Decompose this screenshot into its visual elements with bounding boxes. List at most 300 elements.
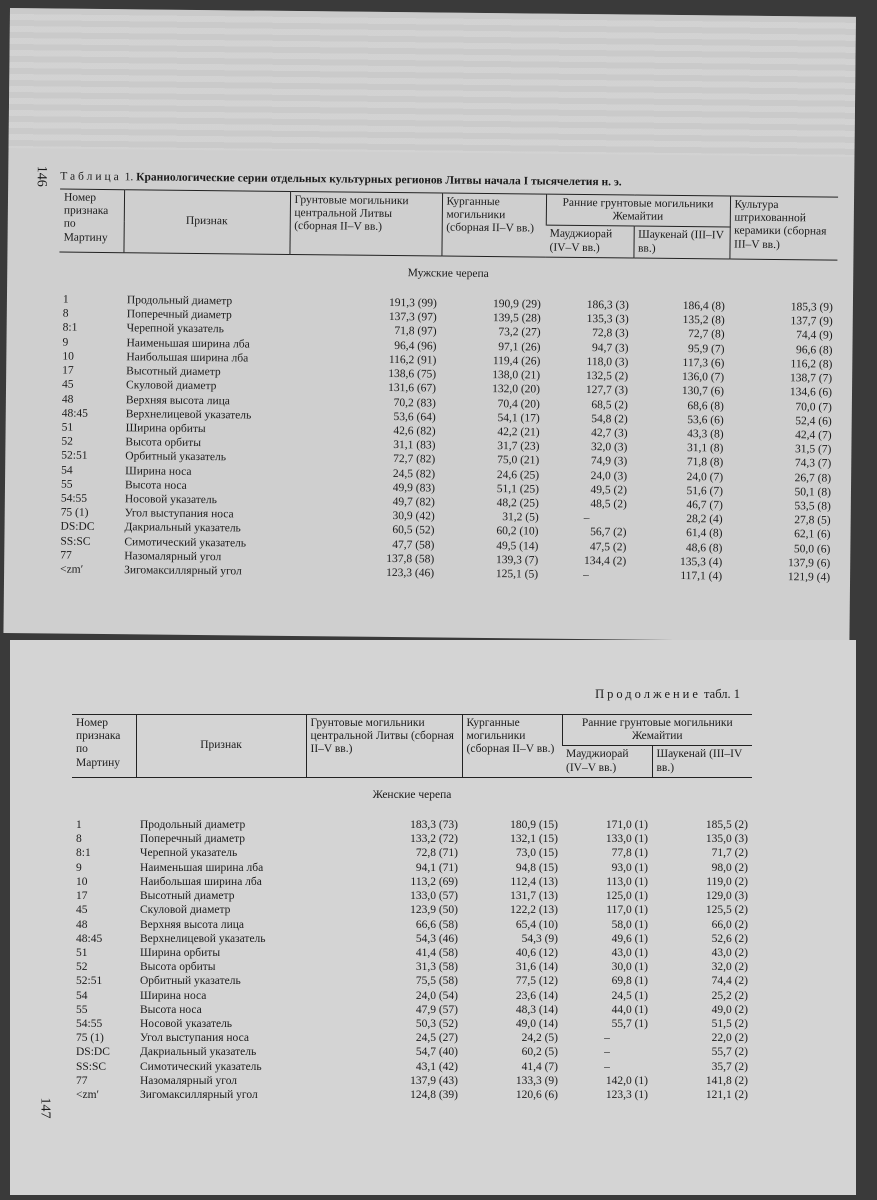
table-row: [72, 889, 752, 903]
cell-value: 70,2 (83): [393, 396, 436, 409]
header-saukenai: Шаукенай (III–IV вв.): [633, 226, 729, 258]
cell-value: 54,1 (17): [497, 411, 540, 425]
cell-value: 125,1 (5): [495, 568, 539, 581]
cell-number: SS:SC: [76, 1060, 107, 1073]
cell-value: 137,9 (6): [787, 556, 831, 570]
cell-value: 138,0 (21): [492, 369, 541, 382]
cell-value: 24,0 (7): [686, 470, 724, 484]
cell-value: 66,6 (58): [415, 918, 458, 931]
cell-value: 133,3 (9): [515, 1074, 558, 1087]
cell-value: 56,7 (2): [590, 526, 627, 539]
cell-value: 43,0 (2): [711, 946, 748, 959]
table-female-crania: [72, 714, 752, 1102]
header-central: Грунтовые могильники центральной Литвы (сборная II–V вв.): [306, 715, 462, 778]
cell-value: 31,3 (58): [415, 961, 458, 974]
cell-number: DS:DC: [60, 520, 95, 534]
cell-value: 123,9 (50): [410, 904, 458, 917]
cell-value: 97,1 (26): [498, 340, 541, 354]
cell-feature: Верхнелицевой указатель: [140, 932, 266, 945]
cell-feature: Зигомаксиллярный угол: [140, 1088, 258, 1101]
cell-value: 74,3 (7): [794, 457, 832, 470]
cell-number: 8: [76, 833, 82, 846]
cell-value: 138,6 (75): [388, 368, 437, 381]
table-row: [72, 946, 752, 960]
cell-value: 191,3 (99): [388, 297, 437, 310]
cell-value: 124,8 (39): [410, 1088, 458, 1101]
cell-value: 51,1 (25): [496, 482, 540, 496]
cell-value: 31,1 (8): [686, 442, 724, 455]
cell-value: 24,6 (25): [496, 468, 540, 482]
cell-value: 23,6 (14): [515, 989, 558, 1002]
cell-value: 70,4 (20): [497, 397, 540, 411]
header-saukenai: Шаукенай (III–IV вв.): [652, 746, 752, 777]
cell-value: 129,0 (3): [705, 890, 748, 903]
cell-feature: Дакриальный указатель: [140, 1046, 257, 1059]
caption-title: Краниологические серии отдельных культурных регионов Литвы начала I тысячелетия н. э.: [136, 171, 622, 189]
cell-value: 130,7 (6): [681, 385, 725, 398]
cell-value: 47,5 (2): [589, 540, 627, 554]
cell-feature: Скуловой диаметр: [125, 379, 217, 393]
cell-number: 51: [61, 421, 74, 434]
cell-value: 119,4 (26): [492, 354, 541, 368]
cell-feature: Наибольшая ширина лба: [140, 875, 262, 888]
cell-value: 31,7 (23): [497, 440, 540, 453]
cell-value: 22,0 (2): [711, 1032, 748, 1045]
cell-value: 53,6 (64): [393, 410, 436, 424]
cell-value: 43,1 (42): [415, 1060, 458, 1073]
cell-feature: Наименьшая ширина лба: [126, 336, 250, 351]
cell-value: 42,2 (21): [497, 426, 540, 439]
cell-value: 95,9 (7): [687, 342, 725, 356]
cell-value: 116,2 (91): [388, 353, 437, 367]
cell-value: 73,0 (15): [515, 847, 558, 860]
table-row: [72, 903, 752, 917]
cell-value: 31,2 (5): [502, 511, 539, 524]
cell-number: 77: [76, 1074, 88, 1087]
cell-value: 49,6 (1): [611, 932, 648, 945]
cell-number: 54:55: [60, 492, 88, 505]
cell-value: 26,7 (8): [794, 471, 832, 485]
cell-value: 77,5 (12): [515, 975, 558, 988]
cell-value: 24,5 (27): [415, 1032, 458, 1045]
cell-value: 75,0 (21): [497, 454, 540, 467]
table-row: [72, 846, 752, 860]
cell-value: 49,5 (14): [496, 539, 539, 553]
cell-feature: Ширина носа: [140, 989, 207, 1002]
cell-value: 133,0 (1): [605, 833, 648, 846]
cell-value: 72,7 (82): [393, 453, 436, 466]
cell-number: 8: [62, 307, 69, 320]
cell-value: 43,3 (8): [687, 428, 724, 441]
cell-number: 55: [76, 1003, 88, 1016]
cell-value: 75,5 (58): [415, 975, 458, 988]
caption-lead: Таблица: [60, 170, 122, 184]
cell-value: 135,0 (3): [705, 833, 748, 846]
cell-value: 77,8 (1): [611, 847, 648, 860]
cell-value: 66,0 (2): [711, 918, 748, 931]
cell-value: 50,3 (52): [415, 1017, 458, 1030]
cell-value: 183,3 (73): [410, 819, 458, 832]
cell-value: 133,2 (72): [410, 833, 458, 846]
cell-value: 123,3 (1): [605, 1088, 648, 1101]
cell-number: <zm′: [76, 1088, 100, 1101]
cell-value: 171,0 (1): [605, 819, 648, 832]
cell-value: 65,4 (10): [515, 918, 558, 931]
cell-value: 48,2 (25): [496, 497, 539, 510]
cell-value: –: [604, 1046, 610, 1059]
cell-value: 42,6 (82): [393, 424, 436, 438]
header-feature: Признак: [123, 190, 290, 255]
cell-feature: Угол выступания носа: [140, 1032, 249, 1045]
cell-number: 75 (1): [76, 1032, 104, 1045]
cell-value: –: [583, 568, 590, 582]
header-culture: Культура штрихованной керамики (сборная III–V вв.): [729, 196, 838, 260]
cell-feature: Верхняя высота лица: [140, 918, 245, 931]
cell-value: 52,6 (2): [711, 932, 748, 945]
cell-feature: Высотный диаметр: [126, 365, 221, 379]
cell-feature: Угол выступания носа: [124, 507, 234, 521]
cell-value: 40,6 (12): [515, 946, 558, 959]
cell-feature: Орбитный указатель: [140, 975, 241, 988]
cell-value: 42,7 (3): [591, 427, 628, 440]
cell-value: 54,3 (46): [415, 932, 458, 945]
cell-feature: Высота носа: [140, 1003, 202, 1016]
cell-value: 72,8 (71): [415, 847, 458, 860]
header-maudziorai: Мауджиорай (IV–V вв.): [562, 746, 652, 777]
cell-value: 71,8 (97): [394, 325, 437, 338]
cell-value: 35,7 (2): [711, 1060, 748, 1073]
cell-value: 51,5 (2): [711, 1017, 748, 1030]
cell-value: 135,3 (3): [586, 313, 629, 326]
cell-value: 30,0 (1): [611, 961, 648, 974]
cell-value: 121,9 (4): [787, 571, 831, 584]
cell-value: 71,8 (8): [686, 456, 724, 469]
header-number: Номер признака по Мартину: [76, 717, 121, 769]
section-title: Мужские черепа: [407, 267, 489, 280]
table-row: [72, 960, 752, 974]
cell-value: 119,0 (2): [706, 875, 748, 888]
cell-value: 74,4 (9): [796, 329, 833, 343]
table-row: [72, 989, 752, 1003]
header-early: Ранние грунтовые могильники Жемайтии: [546, 194, 730, 227]
continuation-lead: Продолжение: [595, 687, 701, 701]
cell-number: SS:SC: [60, 535, 91, 548]
cell-number: 52: [61, 435, 74, 448]
cell-value: 44,0 (1): [611, 1003, 648, 1016]
cell-feature: Скуловой диаметр: [140, 904, 231, 917]
cell-value: 127,7 (3): [585, 384, 629, 397]
cell-feature: Наибольшая ширина лба: [126, 351, 249, 365]
cell-value: 60,2 (10): [496, 525, 539, 538]
cell-value: 131,7 (13): [510, 890, 558, 903]
cell-value: 54,7 (40): [415, 1046, 458, 1059]
cell-value: 138,7 (7): [789, 372, 833, 385]
header-feature: Признак: [136, 715, 306, 778]
continuation-ref: табл. 1: [704, 687, 740, 701]
cell-value: 52,4 (6): [795, 414, 832, 428]
cell-value: 94,7 (3): [591, 341, 629, 355]
cell-value: 61,4 (8): [686, 527, 723, 540]
cell-number: 1: [62, 293, 69, 306]
continuation-label: [595, 687, 740, 702]
table-row: [72, 1088, 752, 1102]
cell-value: 134,4 (2): [584, 554, 627, 568]
cell-feature: Высотный диаметр: [140, 890, 235, 903]
cell-number: 75 (1): [60, 506, 89, 519]
table-row: [72, 832, 752, 846]
cell-value: 60,5 (52): [392, 524, 435, 537]
cell-value: 186,3 (3): [586, 299, 629, 312]
cell-number: 8:1: [62, 322, 78, 335]
cell-value: 137,3 (97): [388, 311, 437, 324]
cell-value: 141,8 (2): [705, 1074, 748, 1087]
table-row: [72, 1003, 752, 1017]
cell-feature: Поперечный диаметр: [126, 308, 232, 322]
cell-value: 46,7 (7): [686, 499, 723, 512]
cell-value: 31,6 (14): [515, 961, 558, 974]
cell-value: 96,4 (96): [394, 339, 437, 353]
cell-number: 48: [61, 393, 74, 406]
cell-feature: Носовой указатель: [124, 493, 217, 507]
cell-value: 190,9 (29): [492, 298, 541, 311]
cell-number: <zm′: [60, 563, 84, 576]
cell-number: 77: [60, 549, 72, 562]
page-147: [10, 640, 856, 1195]
cell-value: 49,9 (83): [392, 481, 436, 495]
table-row: [72, 1017, 752, 1031]
table-body: [56, 252, 837, 585]
cell-value: 51,6 (7): [686, 484, 724, 498]
cell-value: 132,1 (15): [510, 833, 558, 846]
cell-value: 49,0 (14): [515, 1017, 558, 1030]
cell-feature: Ширина носа: [125, 464, 192, 478]
cell-number: 9: [62, 336, 69, 349]
cell-value: 24,0 (54): [415, 989, 458, 1002]
header-maudziorai: Мауджиорай (IV–V вв.): [545, 226, 633, 258]
cell-value: 135,3 (4): [680, 555, 723, 569]
cell-value: 93,0 (1): [611, 861, 648, 874]
cell-value: 94,1 (71): [415, 861, 458, 874]
cell-value: 113,0 (1): [606, 875, 648, 888]
table-row: [72, 932, 752, 946]
cell-value: 41,4 (7): [521, 1060, 558, 1073]
cell-feature: Симотический указатель: [124, 535, 247, 550]
cell-value: 72,7 (8): [688, 328, 725, 341]
cell-value: 74,4 (2): [711, 975, 748, 988]
cell-value: 131,6 (67): [388, 382, 437, 395]
cell-value: 24,5 (82): [392, 467, 436, 480]
cell-feature: Верхнелицевой указатель: [125, 407, 252, 422]
cell-value: 137,8 (58): [386, 552, 435, 566]
cell-value: 24,2 (5): [521, 1032, 558, 1045]
cell-feature: Черепной указатель: [126, 322, 224, 336]
table-body: [72, 777, 752, 1102]
page-number: 147: [37, 1097, 53, 1119]
cell-value: 49,0 (2): [711, 1003, 748, 1016]
cell-value: 50,0 (6): [793, 542, 831, 556]
cell-value: 96,6 (8): [795, 343, 833, 357]
cell-value: 121,1 (2): [705, 1088, 748, 1101]
header-central: Грунтовые могильники центральной Литвы (сборная II–V вв.): [289, 191, 442, 255]
cell-feature: Продольный диаметр: [140, 819, 246, 832]
cell-value: 30,9 (42): [392, 510, 435, 523]
cell-value: 28,2 (4): [686, 513, 723, 526]
cell-value: 74,9 (3): [590, 455, 628, 468]
cell-feature: Носовой указатель: [140, 1017, 233, 1030]
cell-number: 8:1: [76, 847, 91, 860]
cell-value: 43,0 (1): [611, 946, 648, 959]
cell-value: 122,2 (13): [510, 904, 558, 917]
cell-value: 55,7 (2): [711, 1046, 748, 1059]
cell-feature: Симотический указатель: [140, 1060, 262, 1073]
cell-feature: Зигомаксиллярный угол: [124, 564, 242, 578]
cell-value: 62,1 (6): [794, 528, 831, 541]
cell-feature: Ширина орбиты: [125, 422, 206, 435]
cell-value: 135,2 (8): [682, 314, 725, 327]
cell-value: 113,2 (69): [410, 875, 458, 888]
cell-value: 68,6 (8): [687, 399, 724, 412]
cell-value: 70,0 (7): [795, 400, 832, 414]
cell-number: 17: [76, 890, 88, 903]
cell-value: 47,9 (57): [415, 1003, 458, 1016]
cell-value: 117,0 (1): [606, 904, 648, 917]
cell-value: 180,9 (15): [510, 819, 558, 832]
table-row: [72, 875, 752, 889]
cell-value: 58,0 (1): [611, 918, 648, 931]
cell-value: 48,5 (2): [590, 498, 627, 511]
cell-value: 53,6 (6): [687, 413, 724, 427]
cell-value: 69,8 (1): [611, 975, 648, 988]
cell-feature: Орбитный указатель: [125, 450, 227, 464]
cell-value: –: [604, 1060, 610, 1073]
cell-value: 137,9 (43): [410, 1074, 458, 1087]
header-number: Номер признака по Мартину: [63, 191, 109, 244]
cell-number: 48:45: [61, 407, 89, 420]
cell-value: 132,0 (20): [492, 383, 541, 396]
table-caption: [60, 171, 622, 189]
cell-number: 9: [76, 861, 82, 874]
cell-feature: Высота орбиты: [140, 961, 216, 974]
cell-feature: Назомалярный угол: [124, 549, 222, 563]
cell-value: 54,3 (9): [521, 932, 558, 945]
cell-value: 185,3 (9): [790, 301, 833, 314]
cell-feature: Черепной указатель: [140, 847, 238, 860]
cell-value: –: [583, 512, 590, 525]
cell-value: 55,7 (1): [611, 1017, 648, 1030]
cell-value: 54,8 (2): [591, 412, 628, 426]
cell-value: 41,4 (58): [415, 946, 458, 959]
cell-number: 55: [60, 478, 73, 491]
cell-value: 133,0 (57): [410, 890, 458, 903]
cell-value: 125,5 (2): [705, 904, 748, 917]
table-row: [72, 974, 752, 988]
cell-value: 42,4 (7): [795, 429, 832, 442]
cell-feature: Поперечный диаметр: [140, 833, 245, 846]
table-row: [72, 818, 752, 832]
header-early: Ранние грунтовые могильники Жемайтии: [562, 715, 752, 746]
cell-value: 118,0 (3): [586, 355, 629, 369]
cell-number: 52:51: [76, 975, 103, 988]
cell-value: 120,6 (6): [515, 1088, 558, 1101]
cell-value: 139,3 (7): [496, 553, 539, 567]
cell-value: 31,5 (7): [794, 443, 832, 456]
cell-number: 1: [76, 819, 82, 832]
cell-value: 142,0 (1): [605, 1074, 648, 1087]
table-row: [72, 1074, 752, 1088]
cell-value: 123,3 (46): [386, 566, 435, 580]
cell-number: 48:45: [76, 932, 103, 945]
caption-number: 1.: [124, 171, 134, 184]
cell-feature: Ширина орбиты: [140, 946, 221, 959]
cell-number: 48: [76, 918, 88, 931]
cell-value: 31,1 (83): [393, 439, 436, 452]
cell-number: 54:55: [76, 1017, 103, 1030]
cell-value: 112,4 (13): [510, 875, 558, 888]
cell-value: 117,3 (6): [682, 356, 725, 370]
cell-value: 116,2 (8): [790, 358, 833, 371]
cell-value: 48,3 (14): [515, 1003, 558, 1016]
cell-number: 52:51: [61, 449, 88, 463]
cell-number: 10: [62, 350, 74, 363]
cell-value: 134,6 (6): [789, 386, 833, 399]
cell-value: 73,2 (27): [498, 326, 541, 340]
header-kurgan: Курганные могильники (сборная II–V вв.): [441, 193, 546, 257]
cell-value: 185,5 (2): [705, 819, 748, 832]
section-title: Женские черепа: [372, 788, 452, 801]
cell-number: 45: [76, 904, 88, 917]
cell-value: 60,2 (5): [521, 1046, 558, 1059]
cell-value: 98,0 (2): [711, 861, 748, 874]
cell-value: 94,8 (15): [515, 861, 558, 874]
table-row: [72, 1031, 752, 1045]
header-kurgan: Курганные могильники (сборная II–V вв.): [462, 715, 562, 778]
cell-feature: Назомалярный угол: [140, 1074, 238, 1087]
table-male-crania: [56, 189, 838, 585]
cell-value: 71,7 (2): [711, 847, 748, 860]
table-row: [72, 861, 752, 875]
cell-feature: Верхняя высота лица: [125, 393, 231, 407]
cell-value: 132,5 (2): [585, 370, 629, 383]
cell-number: 52: [76, 961, 88, 974]
table-row: [72, 1045, 752, 1059]
cell-value: 50,1 (8): [794, 485, 832, 499]
cell-feature: Дакриальный указатель: [124, 521, 241, 535]
cell-value: 186,4 (8): [682, 300, 725, 313]
cell-number: 54: [76, 989, 88, 1002]
cell-value: 24,5 (1): [611, 989, 648, 1002]
cell-value: 27,8 (5): [794, 514, 831, 527]
cell-value: –: [604, 1032, 610, 1045]
cell-value: 139,5 (28): [492, 312, 541, 325]
cell-value: 25,2 (2): [711, 989, 748, 1002]
cell-feature: Наименьшая ширина лба: [140, 861, 264, 874]
cell-feature: Высота орбиты: [125, 436, 202, 450]
page-number: 146: [33, 165, 49, 187]
cell-value: 117,1 (4): [680, 569, 723, 583]
cell-value: 48,6 (8): [685, 541, 723, 555]
cell-value: 68,5 (2): [591, 398, 628, 411]
cell-value: 32,0 (2): [711, 961, 748, 974]
cell-number: 10: [76, 875, 88, 888]
cell-value: 136,0 (7): [681, 371, 725, 384]
cell-value: 125,0 (1): [605, 890, 648, 903]
cell-feature: Высота носа: [124, 478, 187, 492]
cell-number: 17: [62, 364, 74, 377]
cell-feature: Продольный диаметр: [126, 294, 233, 308]
cell-value: 47,7 (58): [392, 538, 435, 552]
cell-value: 24,0 (3): [590, 469, 628, 483]
cell-value: 32,0 (3): [590, 441, 628, 454]
